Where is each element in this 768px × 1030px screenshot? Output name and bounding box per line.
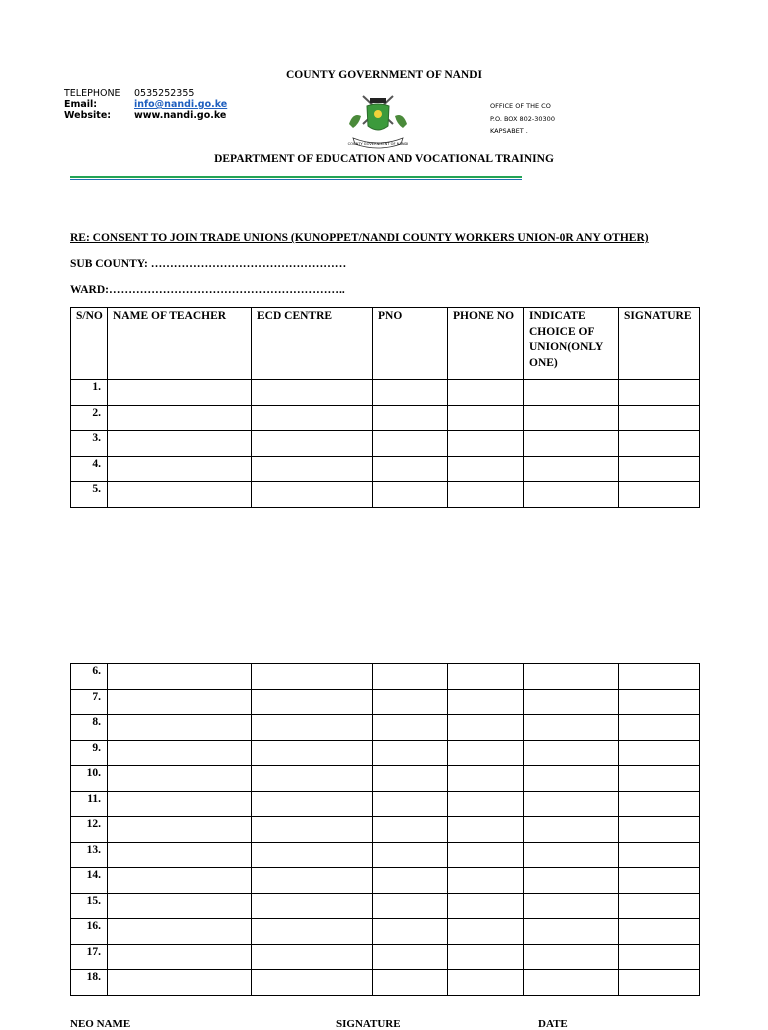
header-pno: PNO (373, 308, 448, 380)
table-row (71, 456, 700, 482)
header-rule-green (70, 176, 522, 178)
pno-cell[interactable] (373, 456, 448, 482)
sno-cell: 7. (71, 689, 108, 715)
pno-cell[interactable] (373, 689, 448, 715)
ecd-centre-cell[interactable] (252, 817, 373, 843)
table-row (71, 715, 700, 741)
union-choice-cell[interactable] (524, 405, 619, 431)
signature-cell[interactable] (619, 689, 700, 715)
signature-cell[interactable] (619, 944, 700, 970)
phone-no-cell[interactable] (448, 970, 524, 996)
sno-cell: 10. (71, 766, 108, 792)
sno-cell: 16. (71, 919, 108, 945)
telephone-value: 0535252355 (134, 88, 195, 99)
county-seal-logo (343, 94, 413, 152)
ecd-centre-cell[interactable] (252, 456, 373, 482)
union-choice-cell[interactable] (524, 970, 619, 996)
table-row (71, 766, 700, 792)
pno-cell[interactable] (373, 919, 448, 945)
teacher-name-cell[interactable] (108, 868, 252, 894)
union-choice-cell[interactable] (524, 456, 619, 482)
header-phone-no: PHONE NO (448, 308, 524, 380)
sno-cell: 5. (71, 482, 108, 508)
pno-cell[interactable] (373, 944, 448, 970)
pno-cell[interactable] (373, 740, 448, 766)
form-subject: RE: CONSENT TO JOIN TRADE UNIONS (KUNOPPET/NANDI COUNTY WORKERS UNION-0R ANY OTHER) (70, 232, 649, 244)
footer-date-label: DATE (538, 1018, 568, 1030)
signature-cell[interactable] (619, 766, 700, 792)
telephone-label: TELEPHONE (64, 88, 121, 99)
table-row (71, 689, 700, 715)
ecd-centre-cell[interactable] (252, 944, 373, 970)
header-union-choice: INDICATE CHOICE OF UNION(ONLY ONE) (524, 308, 619, 380)
email-label: Email: (64, 99, 98, 110)
pno-cell[interactable] (373, 405, 448, 431)
signature-cell[interactable] (619, 842, 700, 868)
ecd-centre-cell[interactable] (252, 689, 373, 715)
table-row (71, 482, 700, 508)
sub-county-field[interactable]: SUB COUNTY: …………………………………………… (70, 258, 347, 270)
ecd-centre-cell[interactable] (252, 919, 373, 945)
ward-field[interactable]: WARD:…………………………………………………….. (70, 284, 345, 296)
signature-cell[interactable] (619, 970, 700, 996)
teacher-name-cell[interactable] (108, 842, 252, 868)
sno-cell: 18. (71, 970, 108, 996)
ecd-centre-cell[interactable] (252, 482, 373, 508)
teacher-name-cell[interactable] (108, 405, 252, 431)
union-choice-cell[interactable] (524, 431, 619, 457)
teacher-name-cell[interactable] (108, 944, 252, 970)
office-block (490, 100, 555, 138)
phone-no-cell[interactable] (448, 740, 524, 766)
seal-leaf-left (349, 115, 361, 128)
rows-part1 (71, 380, 700, 508)
office-line: OFFICE OF THE CO (490, 102, 551, 110)
signature-cell[interactable] (619, 868, 700, 894)
union-choice-cell[interactable] (524, 715, 619, 741)
teacher-name-cell[interactable] (108, 715, 252, 741)
teacher-name-cell[interactable] (108, 664, 252, 690)
pno-cell[interactable] (373, 868, 448, 894)
telephone-row (64, 88, 227, 99)
union-choice-cell[interactable] (524, 740, 619, 766)
union-choice-cell[interactable] (524, 482, 619, 508)
pno-cell[interactable] (373, 791, 448, 817)
table-row (71, 740, 700, 766)
signature-cell[interactable] (619, 919, 700, 945)
email-row (64, 99, 227, 110)
footer-signature-label: SIGNATURE (336, 1018, 401, 1030)
union-choice-cell[interactable] (524, 766, 619, 792)
teacher-name-cell[interactable] (108, 893, 252, 919)
signature-cell[interactable] (619, 431, 700, 457)
table-row (71, 868, 700, 894)
ecd-centre-cell[interactable] (252, 431, 373, 457)
phone-no-cell[interactable] (448, 766, 524, 792)
seal-leaf-right (395, 115, 407, 128)
table-row (71, 817, 700, 843)
table-row (71, 944, 700, 970)
ecd-centre-cell[interactable] (252, 893, 373, 919)
union-choice-cell[interactable] (524, 664, 619, 690)
union-choice-cell[interactable] (524, 893, 619, 919)
union-choice-cell[interactable] (524, 842, 619, 868)
pno-cell[interactable] (373, 482, 448, 508)
table-row (71, 664, 700, 690)
ecd-centre-cell[interactable] (252, 970, 373, 996)
phone-no-cell[interactable] (448, 456, 524, 482)
contact-block (64, 88, 227, 121)
sno-cell: 1. (71, 380, 108, 406)
teacher-name-cell[interactable] (108, 740, 252, 766)
signature-cell[interactable] (619, 791, 700, 817)
teacher-name-cell[interactable] (108, 380, 252, 406)
ecd-centre-cell[interactable] (252, 380, 373, 406)
signature-cell[interactable] (619, 740, 700, 766)
phone-no-cell[interactable] (448, 431, 524, 457)
rows-part2 (71, 664, 700, 996)
sno-cell: 9. (71, 740, 108, 766)
phone-no-cell[interactable] (448, 405, 524, 431)
sno-cell: 2. (71, 405, 108, 431)
header-signature: SIGNATURE (619, 308, 700, 380)
signature-cell[interactable] (619, 664, 700, 690)
table-row (71, 893, 700, 919)
table-row (71, 919, 700, 945)
seal-cap (370, 98, 386, 103)
header-name-of-teacher: NAME OF TEACHER (108, 308, 252, 380)
email-link[interactable]: info@nandi.go.ke (134, 99, 228, 110)
table-row (71, 842, 700, 868)
phone-no-cell[interactable] (448, 919, 524, 945)
union-choice-cell[interactable] (524, 791, 619, 817)
phone-no-cell[interactable] (448, 715, 524, 741)
table-row (71, 405, 700, 431)
phone-no-cell[interactable] (448, 944, 524, 970)
pno-cell[interactable] (373, 715, 448, 741)
ecd-centre-cell[interactable] (252, 791, 373, 817)
website-value: www.nandi.go.ke (134, 110, 227, 121)
union-choice-cell[interactable] (524, 689, 619, 715)
phone-no-cell[interactable] (448, 893, 524, 919)
sno-cell: 3. (71, 431, 108, 457)
signature-cell[interactable] (619, 380, 700, 406)
ecd-centre-cell[interactable] (252, 405, 373, 431)
ecd-centre-cell[interactable] (252, 842, 373, 868)
teacher-name-cell[interactable] (108, 791, 252, 817)
pno-cell[interactable] (373, 817, 448, 843)
phone-no-cell[interactable] (448, 689, 524, 715)
website-label: Website: (64, 110, 112, 121)
signature-cell[interactable] (619, 893, 700, 919)
teacher-name-cell[interactable] (108, 482, 252, 508)
teacher-name-cell[interactable] (108, 817, 252, 843)
signature-cell[interactable] (619, 405, 700, 431)
sno-cell: 6. (71, 664, 108, 690)
pno-cell[interactable] (373, 893, 448, 919)
teacher-name-cell[interactable] (108, 456, 252, 482)
pno-cell[interactable] (373, 842, 448, 868)
pno-cell[interactable] (373, 664, 448, 690)
pno-cell[interactable] (373, 380, 448, 406)
signature-cell[interactable] (619, 817, 700, 843)
phone-no-cell[interactable] (448, 868, 524, 894)
sno-cell: 11. (71, 791, 108, 817)
ecd-centre-cell[interactable] (252, 766, 373, 792)
phone-no-cell[interactable] (448, 664, 524, 690)
website-row (64, 110, 227, 121)
teacher-name-cell[interactable] (108, 689, 252, 715)
teacher-name-cell[interactable] (108, 766, 252, 792)
ecd-centre-cell[interactable] (252, 715, 373, 741)
header-rule-blue (70, 179, 522, 180)
sno-cell: 17. (71, 944, 108, 970)
phone-no-cell[interactable] (448, 817, 524, 843)
signature-cell[interactable] (619, 456, 700, 482)
teachers-table-part2 (70, 663, 700, 996)
pno-cell[interactable] (373, 431, 448, 457)
county-title: COUNTY GOVERNMENT OF NANDI (285, 69, 483, 81)
table-row (71, 431, 700, 457)
table-header-row (71, 308, 700, 380)
phone-no-cell[interactable] (448, 380, 524, 406)
header-sno: S/NO (71, 308, 108, 380)
office-line: P.O. BOX 802-30300 (490, 114, 555, 123)
teacher-name-cell[interactable] (108, 431, 252, 457)
signature-cell[interactable] (619, 482, 700, 508)
teachers-table-part1 (70, 307, 700, 508)
sno-cell: 14. (71, 868, 108, 894)
office-line: KAPSABET . (490, 127, 528, 135)
sno-cell: 15. (71, 893, 108, 919)
sno-cell: 13. (71, 842, 108, 868)
ecd-centre-cell[interactable] (252, 664, 373, 690)
sno-cell: 12. (71, 817, 108, 843)
union-choice-cell[interactable] (524, 868, 619, 894)
phone-no-cell[interactable] (448, 842, 524, 868)
table-row (71, 970, 700, 996)
teacher-name-cell[interactable] (108, 970, 252, 996)
sno-cell: 8. (71, 715, 108, 741)
union-choice-cell[interactable] (524, 817, 619, 843)
seal-ribbon-text: COUNTY GOVERNMENT OF NANDI (347, 142, 409, 146)
footer-name-label: NEO NAME (70, 1018, 131, 1030)
pno-cell[interactable] (373, 766, 448, 792)
phone-no-cell[interactable] (448, 791, 524, 817)
pno-cell[interactable] (373, 970, 448, 996)
table-row (71, 380, 700, 406)
signature-cell[interactable] (619, 715, 700, 741)
union-choice-cell[interactable] (524, 944, 619, 970)
seal-sun (374, 110, 382, 118)
table-row (71, 791, 700, 817)
ecd-centre-cell[interactable] (252, 740, 373, 766)
phone-no-cell[interactable] (448, 482, 524, 508)
ecd-centre-cell[interactable] (252, 868, 373, 894)
department-title: DEPARTMENT OF EDUCATION AND VOCATIONAL TRAINING (214, 153, 554, 165)
teacher-name-cell[interactable] (108, 919, 252, 945)
union-choice-cell[interactable] (524, 380, 619, 406)
sno-cell: 4. (71, 456, 108, 482)
header-ecd-centre: ECD CENTRE (252, 308, 373, 380)
union-choice-cell[interactable] (524, 919, 619, 945)
